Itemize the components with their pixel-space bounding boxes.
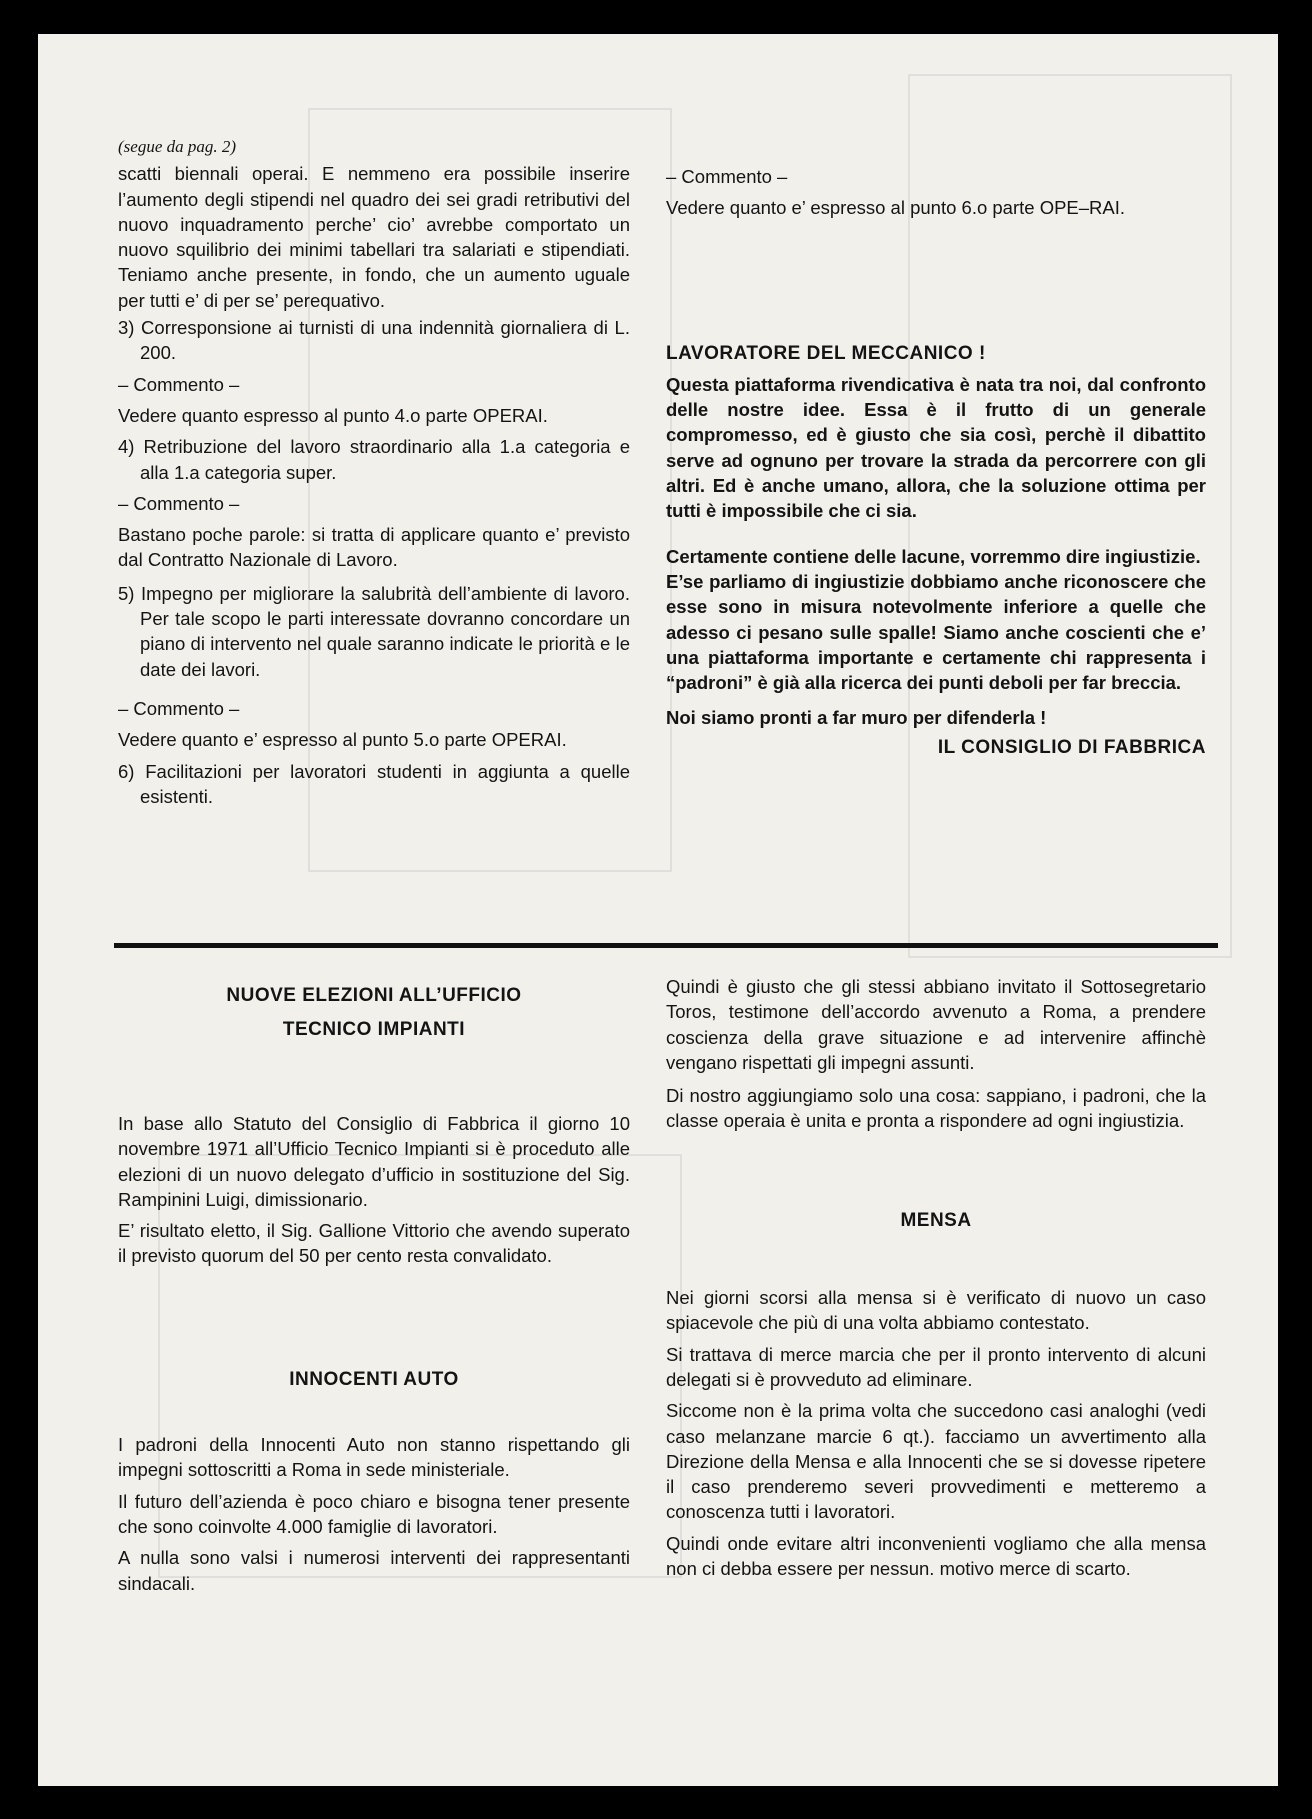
appeal-paragraph: Noi siamo pronti a far muro per difenderla !: [666, 707, 1047, 729]
appeal-paragraph: Certamente contiene delle lacune, vorremmo dire ingiustizie.: [666, 545, 1201, 567]
closing-paragraph: Di nostro aggiungiamo solo una cosa: sappiano, i padroni, che la classe operaia è unita e pronta a rispondere ad ogni ingiustizia.: [666, 1085, 1206, 1132]
appeal-heading: LAVORATORE DEL MECCANICO !: [666, 342, 986, 364]
commento-label: – Commento –: [118, 373, 240, 395]
innocenti-paragraph: Il futuro dell’azienda è poco chiaro e bisogna tener presente che sono coinvolte 4.000 famiglie di lavoratori.: [118, 1490, 630, 1537]
point-6: 6) Facilitazioni per lavoratori studenti in aggiunta a quelle esistenti.: [118, 760, 630, 807]
point-5: 5) Impegno per migliorare la salubrità dell’ambiente di lavoro. Per tale scopo le parti interessate dovranno concordare un piano di intervento nel quale saranno indicate le priorità e le date dei lavori.: [118, 582, 630, 680]
elezioni-paragraph: E’ risultato eletto, il Sig. Gallione Vittorio che avendo superato il previsto quorum del 50 per cento resta convalidato.: [118, 1220, 630, 1267]
commento-text: Bastano poche parole: si tratta di applicare quanto e’ previsto dal Contratto Nazionale di Lavoro.: [118, 524, 630, 571]
mensa-title: MENSA: [900, 1209, 972, 1231]
commento-label: – Commento –: [118, 697, 240, 719]
left-top-column: [118, 134, 630, 815]
left-bottom-column: [118, 979, 630, 1602]
innocenti-title: INNOCENTI AUTO: [289, 1368, 459, 1390]
mensa-paragraph: Siccome non è la prima volta che succedono casi analoghi (vedi caso melanzane marcie 6 qt.). facciamo un avvertimento alla Direzione della Mensa e alla Innocenti che se si dovesse ripetere il caso prenderemo severi provvedimenti e metteremo a conoscenza tutti i lavoratori.: [666, 1400, 1206, 1523]
continued-from: (segue da pag. 2): [118, 137, 237, 156]
innocenti-paragraph: A nulla sono valsi i numerosi interventi dei rappresentanti sindacali.: [118, 1547, 630, 1594]
point-4: 4) Retribuzione del lavoro straordinario alla 1.a categoria e alla 1.a categoria super.: [118, 436, 630, 483]
elezioni-paragraph: In base allo Statuto del Consiglio di Fabbrica il giorno 10 novembre 1971 all’Ufficio Tecnico Impianti si è proceduto alle elezioni di un nuovo delegato d’ufficio in sostituzione del Sig. Rampinini Luigi, dimissionario.: [118, 1113, 630, 1210]
mensa-paragraph: Quindi onde evitare altri inconvenienti vogliamo che alla mensa non ci debba essere per nessun. motivo merce di scarto.: [666, 1532, 1206, 1580]
signature: IL CONSIGLIO DI FABBRICA: [937, 736, 1206, 758]
closing-paragraph: Quindi è giusto che gli stessi abbiano invitato il Sottosegretario Toros, testimone dell’accordo avvenuto a Roma, a prendere coscienza della grave situazione e ad intervenire affinchè vengano rispettati gli impegni assunti.: [666, 976, 1206, 1073]
section-divider: [114, 943, 1218, 948]
intro-paragraph: scatti biennali operai. E nemmeno era possibile inserire l’aumento degli stipendi nel quadro dei sei gradi retributivi del nuovo inquadramento perche’ cio’ avrebbe comportato un nuovo squilibrio dei minimi tabellari tra salariati e stipendiati. Teniamo anche presente, in fondo, che un aumento uguale per tutti e’ di per se’ perequativo.: [118, 163, 630, 311]
appeal-paragraph: Questa piattaforma rivendicativa è nata tra noi, dal confronto delle nostre idee. Essa è il frutto di un generale compromesso, ed è giusto che sia così, perchè il dibattito serve ad ognuno per trovare la strada da percorrere con gli altri. Ed è anche umano, allora, che la soluzione ottima per tutti è impossibile che ci sia.: [666, 373, 1206, 522]
mensa-paragraph: Si trattava di merce marcia che per il pronto intervento di alcuni delegati si è provveduto ad eliminare.: [666, 1343, 1206, 1390]
commento-label: – Commento –: [666, 166, 788, 187]
right-top-column: [666, 164, 1206, 766]
appeal-paragraph: E’se parliamo di ingiustizie dobbiamo anche riconoscere che esse sono in misura notevolmente inferiore a quelle che adesso ci pesano sulle spalle! Siamo anche coscienti che e’ una piattaforma importante e certamente chi rappresenta i “padroni” è già alla ricerca dei punti deboli per far breccia.: [666, 570, 1206, 694]
commento-text: Vedere quanto e’ espresso al punto 6.o parte OPE–RAI.: [666, 197, 1126, 219]
commento-text: Vedere quanto espresso al punto 4.o parte OPERAI.: [118, 404, 548, 426]
mensa-paragraph: Nei giorni scorsi alla mensa si è verificato di nuovo un caso spiacevole che più di una volta abbiamo contestato.: [666, 1287, 1206, 1334]
commento-label: – Commento –: [118, 492, 240, 514]
innocenti-paragraph: I padroni della Innocenti Auto non stanno rispettando gli impegni sottoscritti a Roma in sede ministeriale.: [118, 1434, 630, 1481]
elezioni-title: TECNICO IMPIANTI: [282, 1019, 466, 1040]
elezioni-title: NUOVE ELEZIONI ALL’UFFICIO: [226, 985, 522, 1006]
newsletter-page: [38, 34, 1278, 1786]
commento-text: Vedere quanto e’ espresso al punto 5.o parte OPERAI.: [118, 729, 567, 751]
point-3: 3) Corresponsione ai turnisti di una indennità giornaliera di L. 200.: [118, 317, 630, 364]
right-bottom-column: [666, 974, 1206, 1587]
